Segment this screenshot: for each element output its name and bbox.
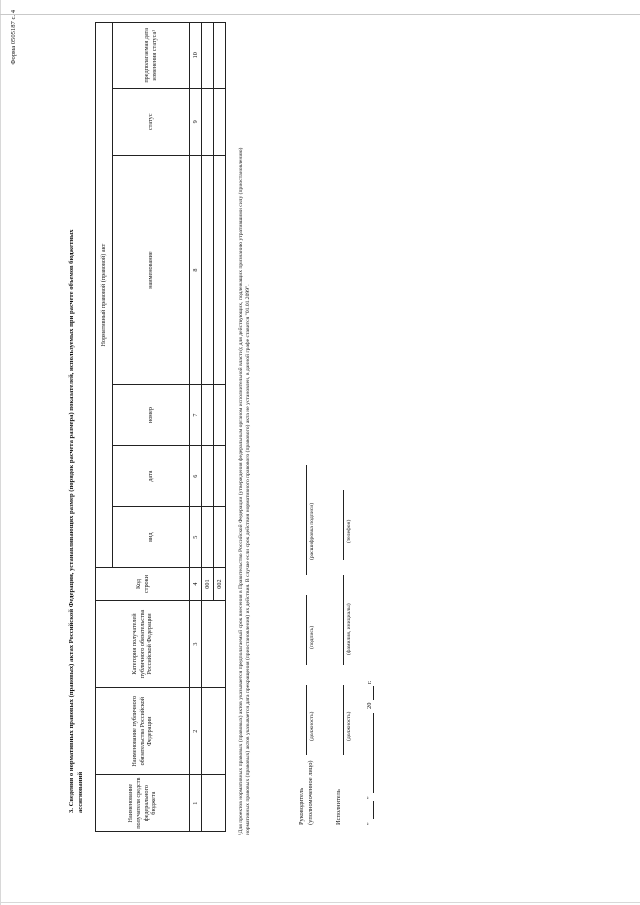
table-cell xyxy=(202,775,226,832)
date-year-suffix: г. xyxy=(366,680,373,684)
header-npa-group: Нормативный правовой (правовой) акт xyxy=(96,23,113,568)
table-cell xyxy=(202,385,214,446)
table-cell xyxy=(214,446,226,507)
date-month-line[interactable] xyxy=(373,713,374,793)
executor-phone-caption: (телефон) xyxy=(346,519,352,543)
table-row xyxy=(202,23,214,832)
table-cell xyxy=(202,88,214,156)
row-code-cell: 001 xyxy=(202,568,214,601)
header-npa-name: наименование xyxy=(113,156,190,385)
table-cell xyxy=(202,23,214,89)
header-npa-date: дата xyxy=(113,446,190,507)
date-day-line[interactable] xyxy=(373,801,374,819)
row-code-cell: 002 xyxy=(214,568,226,601)
head-signature-caption: (подпись) xyxy=(309,625,315,649)
table-cell xyxy=(214,507,226,568)
footnote: ¹Для проектов нормативных правовых (правовых) актов указывается предполагаемый срок внесения в Правительство Российской Федерации (утверждения федеральным органом исполнительной власти); для действующих, подлежащих признанию утратившими силу (приостановлению) нормативных правовых (правовых) актов указывается дата прекращения (приостановления) их действия. В случае если срок действия нормативного правового (правового) акта не установлен, в данной графе ставится "01.01.2099". xyxy=(238,147,251,835)
head-label: Руководитель xyxy=(298,787,305,825)
header-status-change-date: предполагаемая дата изменения статуса¹ xyxy=(113,23,190,89)
head-signature-line[interactable] xyxy=(306,595,307,665)
table-cell xyxy=(202,600,226,687)
form-number: Форма 0505187 с. 4 xyxy=(10,10,17,65)
column-number: 6 xyxy=(190,446,202,507)
executor-fio-line[interactable] xyxy=(343,575,344,665)
header-recipient: Наименование получателя средств федерального бюджета xyxy=(96,775,190,832)
table-cell xyxy=(214,23,226,89)
header-npa-type: вид xyxy=(113,507,190,568)
column-number: 3 xyxy=(190,600,202,687)
column-number: 10 xyxy=(190,23,202,89)
executor-label: Исполнитель xyxy=(335,789,342,825)
table-cell xyxy=(202,688,226,775)
executor-position-caption: (должность) xyxy=(346,711,352,741)
executor-phone-line[interactable] xyxy=(343,490,344,560)
table-cell xyxy=(202,446,214,507)
head-position-line[interactable] xyxy=(306,685,307,755)
header-obligation-name: Наименование публичного обязательства Российской Федерации xyxy=(96,688,190,775)
column-number: 8 xyxy=(190,156,202,385)
table-cell xyxy=(214,385,226,446)
head-position-caption: (должность) xyxy=(309,711,315,741)
column-number: 9 xyxy=(190,88,202,156)
section-title: 3. Сведения о нормативных правовых (правовых) актах Российской Федерации, устанавливающих размер (порядок расчета размера) показателей, используемых при расчете объемов бюджетных ассигнований xyxy=(68,229,84,813)
table-cell xyxy=(202,507,214,568)
date-quote-close: " xyxy=(366,796,373,799)
table-cell xyxy=(202,156,214,385)
executor-position-line[interactable] xyxy=(343,685,344,755)
date-year-line[interactable] xyxy=(373,686,374,700)
column-number: 7 xyxy=(190,385,202,446)
head-sublabel: (уполномоченное лицо) xyxy=(307,760,314,825)
column-number: 4 xyxy=(190,568,202,601)
header-row-code: Код строки xyxy=(96,568,190,601)
header-recipient-category: Категория получателей публичного обязательства Российской Федерации xyxy=(96,600,190,687)
header-npa-status: статус xyxy=(113,88,190,156)
table-cell xyxy=(214,156,226,385)
head-decode-caption: (расшифровка подписи) xyxy=(309,502,315,560)
npa-table xyxy=(95,22,226,832)
column-number: 1 xyxy=(190,775,202,832)
header-npa-number: номер xyxy=(113,385,190,446)
column-number: 2 xyxy=(190,688,202,775)
head-decode-line[interactable] xyxy=(306,465,307,575)
column-number: 5 xyxy=(190,507,202,568)
table-cell xyxy=(214,88,226,156)
date-year-prefix: 20 xyxy=(366,702,373,709)
date-quote-open: " xyxy=(366,822,373,825)
executor-fio-caption: (фамилия, инициалы) xyxy=(346,603,352,655)
